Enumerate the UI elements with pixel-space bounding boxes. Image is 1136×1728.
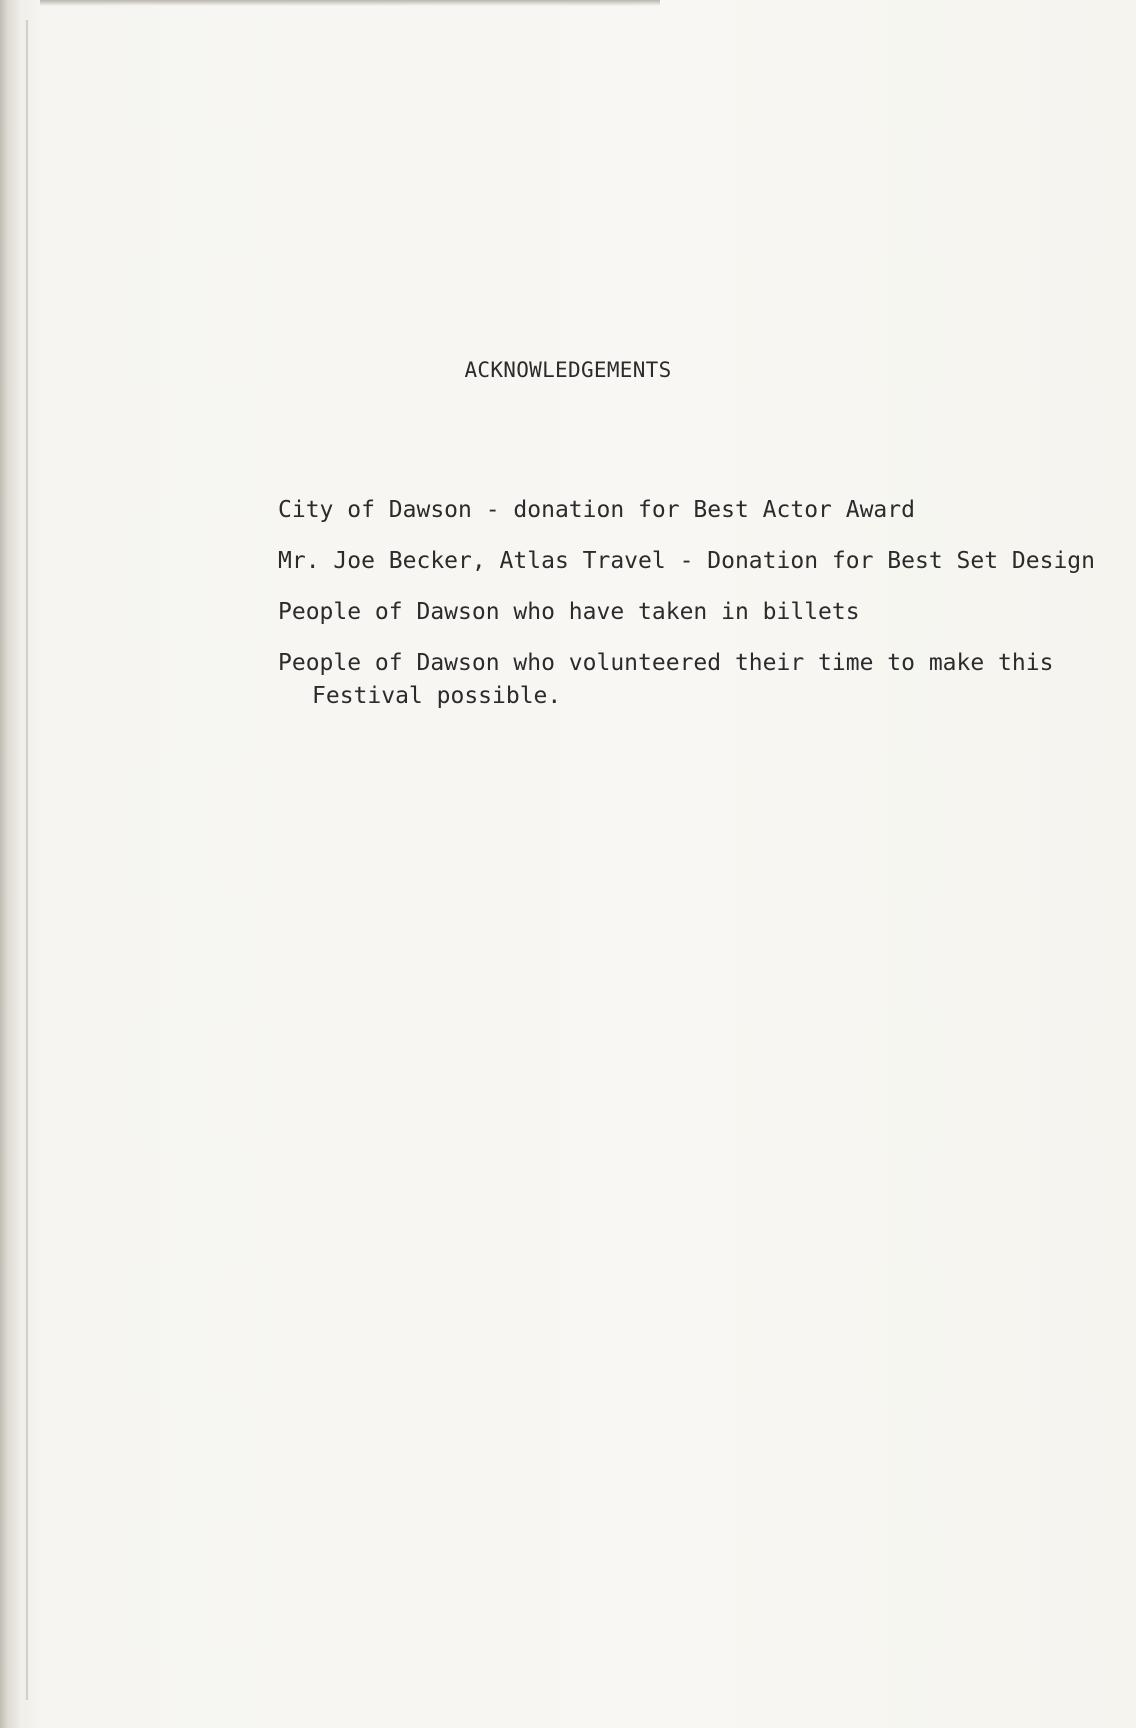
acknowledgement-item-billets: People of Dawson who have taken in billets [278,599,860,625]
page-title: ACKNOWLEDGEMENTS [464,358,672,382]
acknowledgement-item-volunteers: People of Dawson who volunteered their time to make this Festival possible. [278,650,1054,709]
acknowledgements-list [278,494,1098,731]
acknowledgement-item-becker: Mr. Joe Becker, Atlas Travel - Donation for Best Set Design [278,548,1095,574]
acknowledgement-item-city: City of Dawson - donation for Best Actor Award [278,497,915,523]
